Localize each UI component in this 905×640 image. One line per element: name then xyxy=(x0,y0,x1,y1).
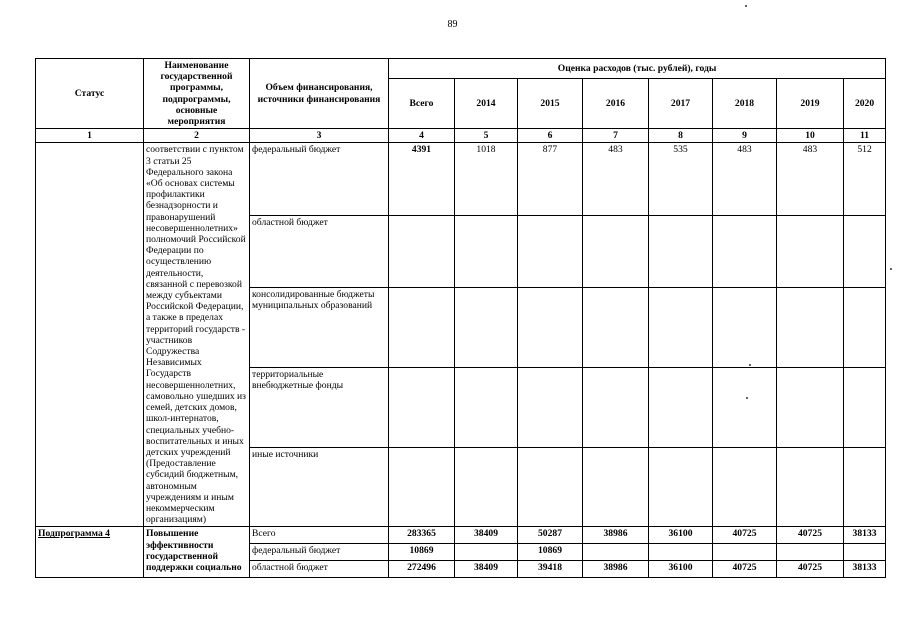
status-cell xyxy=(36,143,144,527)
financing-source: областной бюджет xyxy=(250,215,389,287)
header-year-2015: 2015 xyxy=(518,78,583,129)
financing-source: Всего xyxy=(250,527,389,544)
column-number: 7 xyxy=(583,129,649,143)
scan-speck xyxy=(746,397,748,399)
header-year-2016: 2016 xyxy=(583,78,649,129)
value-cell: 50287 xyxy=(518,527,583,544)
value-cell: 36100 xyxy=(649,561,713,578)
value-cell xyxy=(455,447,518,527)
value-cell: 877 xyxy=(518,143,583,215)
value-cell xyxy=(649,287,713,367)
value-cell: 512 xyxy=(844,143,886,215)
value-cell: 40725 xyxy=(713,527,777,544)
measure-description: соответствии с пунктом 3 статьи 25 Федерального закона «Об основах системы профилактики безнадзорности и правонарушений несовершеннолетних» полномочий Российской Федерации по осуществлению деятельности, связанной с перевозкой между субъектами Российской Федерации, а также в пределах территорий государств - участников Содружества Независимых Государств несовершеннолетних, самовольно ушедших из семей, детских домов, школ-интернатов, специальных учебно-воспитательных и иных детских учреждений (Предоставление субсидий бюджетным, автономным учреждениям и иным некоммерческим организациям) xyxy=(144,143,250,527)
value-cell: 38133 xyxy=(844,561,886,578)
value-cell xyxy=(455,367,518,447)
value-cell xyxy=(844,544,886,561)
header-year-2017: 2017 xyxy=(649,78,713,129)
scan-speck xyxy=(745,5,747,7)
column-number: 11 xyxy=(844,129,886,143)
financing-source: областной бюджет xyxy=(250,561,389,578)
column-number: 8 xyxy=(649,129,713,143)
value-cell xyxy=(518,367,583,447)
column-number-row xyxy=(36,129,886,143)
value-cell: 38986 xyxy=(583,561,649,578)
value-cell xyxy=(649,447,713,527)
financing-source: иные источники xyxy=(250,447,389,527)
value-cell: 483 xyxy=(777,143,844,215)
financing-source: федеральный бюджет xyxy=(250,143,389,215)
value-cell: 535 xyxy=(649,143,713,215)
value-cell xyxy=(713,447,777,527)
column-number: 9 xyxy=(713,129,777,143)
value-cell xyxy=(583,544,649,561)
header-status: Статус xyxy=(36,59,144,129)
value-cell: 483 xyxy=(713,143,777,215)
column-number: 3 xyxy=(250,129,389,143)
column-number: 10 xyxy=(777,129,844,143)
value-cell xyxy=(777,287,844,367)
value-cell: 38409 xyxy=(455,527,518,544)
header-program-name: Наименование государственной программы, подпрограммы, основные мероприятия xyxy=(144,59,250,129)
value-cell xyxy=(518,447,583,527)
column-number: 4 xyxy=(389,129,455,143)
value-cell xyxy=(583,215,649,287)
value-cell xyxy=(713,215,777,287)
value-cell: 483 xyxy=(583,143,649,215)
value-cell xyxy=(844,215,886,287)
scan-speck xyxy=(749,364,751,366)
value-cell xyxy=(518,215,583,287)
value-cell xyxy=(649,215,713,287)
table-row xyxy=(36,527,886,544)
value-cell xyxy=(455,544,518,561)
value-cell xyxy=(777,367,844,447)
header-year-2020: 2020 xyxy=(844,78,886,129)
value-cell: 283365 xyxy=(389,527,455,544)
scan-speck xyxy=(890,268,892,270)
financing-source: консолидированные бюджеты муниципальных образований xyxy=(250,287,389,367)
value-cell xyxy=(389,447,455,527)
value-cell: 39418 xyxy=(518,561,583,578)
value-cell: 40725 xyxy=(713,561,777,578)
header-year-2018: 2018 xyxy=(713,78,777,129)
value-cell xyxy=(777,544,844,561)
value-cell: 38986 xyxy=(583,527,649,544)
value-cell xyxy=(583,447,649,527)
value-cell xyxy=(583,287,649,367)
value-cell xyxy=(713,367,777,447)
financing-source: территориальные внебюджетные фонды xyxy=(250,367,389,447)
header-expense-title: Оценка расходов (тыс. рублей), годы xyxy=(389,59,886,79)
value-cell xyxy=(649,367,713,447)
budget-table xyxy=(35,58,886,578)
page-number: 89 xyxy=(447,19,458,30)
subprogram-name: Повышение эффективности государственной поддержки социально xyxy=(144,527,250,578)
value-cell: 1018 xyxy=(455,143,518,215)
column-number: 1 xyxy=(36,129,144,143)
value-cell xyxy=(583,367,649,447)
value-cell: 10869 xyxy=(389,544,455,561)
value-cell xyxy=(389,215,455,287)
value-cell xyxy=(389,367,455,447)
subprogram-status: Подпрограмма 4 xyxy=(36,527,144,578)
value-cell xyxy=(713,544,777,561)
value-cell xyxy=(455,215,518,287)
value-cell: 40725 xyxy=(777,561,844,578)
financing-source: федеральный бюджет xyxy=(250,544,389,561)
value-cell xyxy=(844,287,886,367)
value-cell xyxy=(389,287,455,367)
value-cell: 38409 xyxy=(455,561,518,578)
header-year-total: Всего xyxy=(389,78,455,129)
value-cell: 272496 xyxy=(389,561,455,578)
value-cell xyxy=(649,544,713,561)
value-cell: 10869 xyxy=(518,544,583,561)
value-cell xyxy=(777,215,844,287)
column-number: 6 xyxy=(518,129,583,143)
value-cell: 38133 xyxy=(844,527,886,544)
header-year-2014: 2014 xyxy=(455,78,518,129)
value-cell xyxy=(455,287,518,367)
value-cell xyxy=(518,287,583,367)
value-cell xyxy=(713,287,777,367)
column-number: 2 xyxy=(144,129,250,143)
header-year-2019: 2019 xyxy=(777,78,844,129)
table-row xyxy=(36,143,886,215)
value-cell xyxy=(777,447,844,527)
value-cell: 40725 xyxy=(777,527,844,544)
value-cell: 4391 xyxy=(389,143,455,215)
value-cell xyxy=(844,447,886,527)
column-number: 5 xyxy=(455,129,518,143)
value-cell: 36100 xyxy=(649,527,713,544)
value-cell xyxy=(844,367,886,447)
header-financing: Объем финансирования, источники финансирования xyxy=(250,59,389,129)
